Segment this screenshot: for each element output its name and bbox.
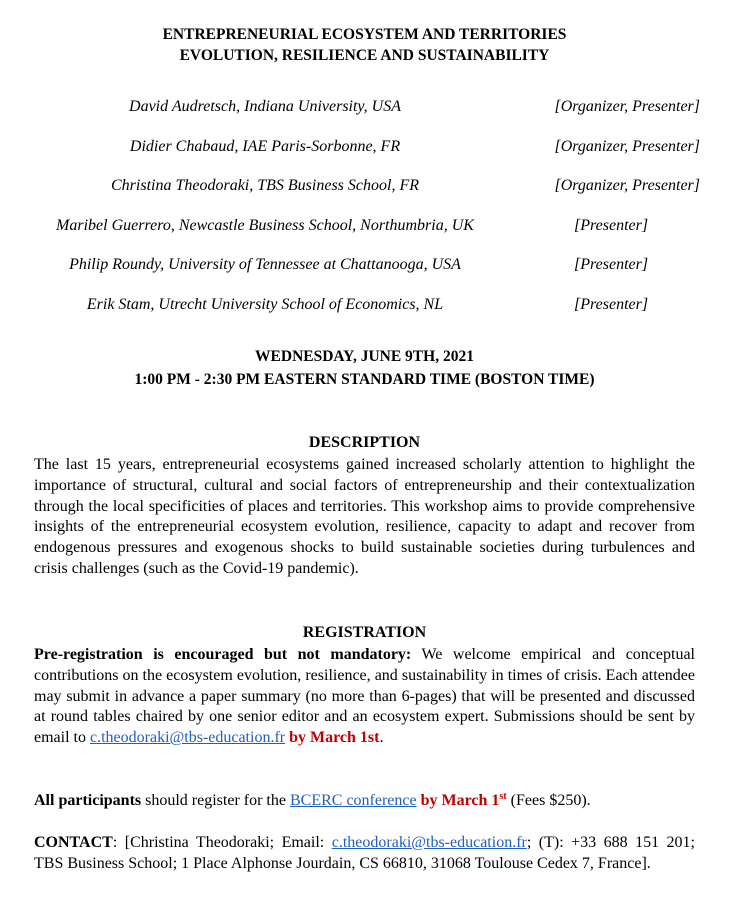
contact-lead: CONTACT — [34, 834, 113, 851]
participants-deadline-sup: st — [499, 791, 507, 802]
title-line-1: ENTREPRENEURIAL ECOSYSTEM AND TERRITORIES — [162, 26, 567, 43]
participants-deadline-text: by March 1 — [416, 792, 500, 809]
registration-deadline: by March 1st — [289, 729, 380, 747]
bcerc-conference-link[interactable]: BCERC conference — [289, 792, 417, 809]
presenter-row — [0, 97, 729, 137]
presenter-role: [Presenter] — [574, 216, 649, 234]
presenter-row — [0, 176, 729, 216]
contact-email-link[interactable]: c.theodoraki@tbs-education.fr — [331, 834, 527, 851]
participants-text — [34, 791, 695, 812]
contact-text — [34, 833, 695, 875]
session-time: 1:00 PM - 2:30 PM EASTERN STANDARD TIME (BOSTON TIME) — [134, 371, 595, 388]
contact-body-2: ; (T): +33 688 151 201; TBS Business School; 1 Place Alphonse Jourdain, CS 66810, 31068 Toulouse Cedex 7, France]. — [34, 834, 696, 872]
presenter-row — [0, 255, 729, 295]
presenter-list — [0, 97, 729, 335]
title-line-2: EVOLUTION, RESILIENCE AND SUSTAINABILITY — [179, 47, 550, 64]
registration-body: We welcome empirical and conceptual contributions on the ecosystem evolution, resilience, and sustainability in times of crisis. Each attendee may submit in advance a paper summary (no more than 6-pages) that will be presented and discussed at round tables chaired by one senior editor and an ecosystem expert. Submissions should be sent by email to — [34, 646, 695, 747]
registration-lead: Pre-registration is encouraged but not mandatory: — [34, 646, 412, 663]
description-text: The last 15 years, entrepreneurial ecosystems gained increased scholarly attention to highlight the importance of structural, cultural and social factors of entrepreneurship and their contextualization through the local specificities of places and territories. This workshop aims to provide comprehensive insights of the entrepreneurial ecosystem evolution, resilience, capacity to adapt and recover from endogenous pressures and exogenous shocks to build sustainable societies during turbulences and crisis challenges (such as the Covid-19 pandemic). — [34, 456, 695, 577]
presenter-name: Philip Roundy, University of Tennessee at Chattanooga, USA — [69, 256, 461, 274]
presenter-row — [0, 137, 729, 177]
presenter-row — [0, 295, 729, 335]
presenter-role: [Organizer, Presenter] — [554, 177, 700, 195]
presenter-name: Christina Theodoraki, TBS Business School, FR — [111, 177, 419, 195]
description-heading: DESCRIPTION — [308, 434, 421, 451]
registration-heading: REGISTRATION — [302, 624, 427, 641]
registration-end: . — [379, 729, 384, 747]
presenter-name: Maribel Guerrero, Newcastle Business School, Northumbria, UK — [56, 216, 474, 234]
presenter-row — [0, 216, 729, 256]
participants-lead: All participants — [34, 792, 142, 809]
presenter-name: David Audretsch, Indiana University, USA — [129, 98, 401, 115]
registration-text — [34, 645, 695, 749]
presenter-role: [Presenter] — [574, 256, 649, 274]
presenter-role: [Presenter] — [574, 295, 649, 313]
submission-email-link[interactable]: c.theodoraki@tbs-education.fr — [89, 729, 286, 747]
presenter-name: Erik Stam, Utrecht University School of Economics, NL — [86, 295, 444, 313]
presenter-name: Didier Chabaud, IAE Paris-Sorbonne, FR — [129, 137, 401, 155]
session-date: WEDNESDAY, JUNE 9TH, 2021 — [255, 348, 474, 365]
presenter-role: [Organizer, Presenter] — [554, 98, 700, 115]
participants-body: should register for the — [141, 792, 290, 809]
presenter-role: [Organizer, Presenter] — [554, 137, 700, 155]
participants-deadline — [417, 792, 507, 809]
participants-fees: (Fees $250). — [506, 792, 591, 809]
contact-body-1: : [Christina Theodoraki; Email: — [112, 834, 332, 851]
